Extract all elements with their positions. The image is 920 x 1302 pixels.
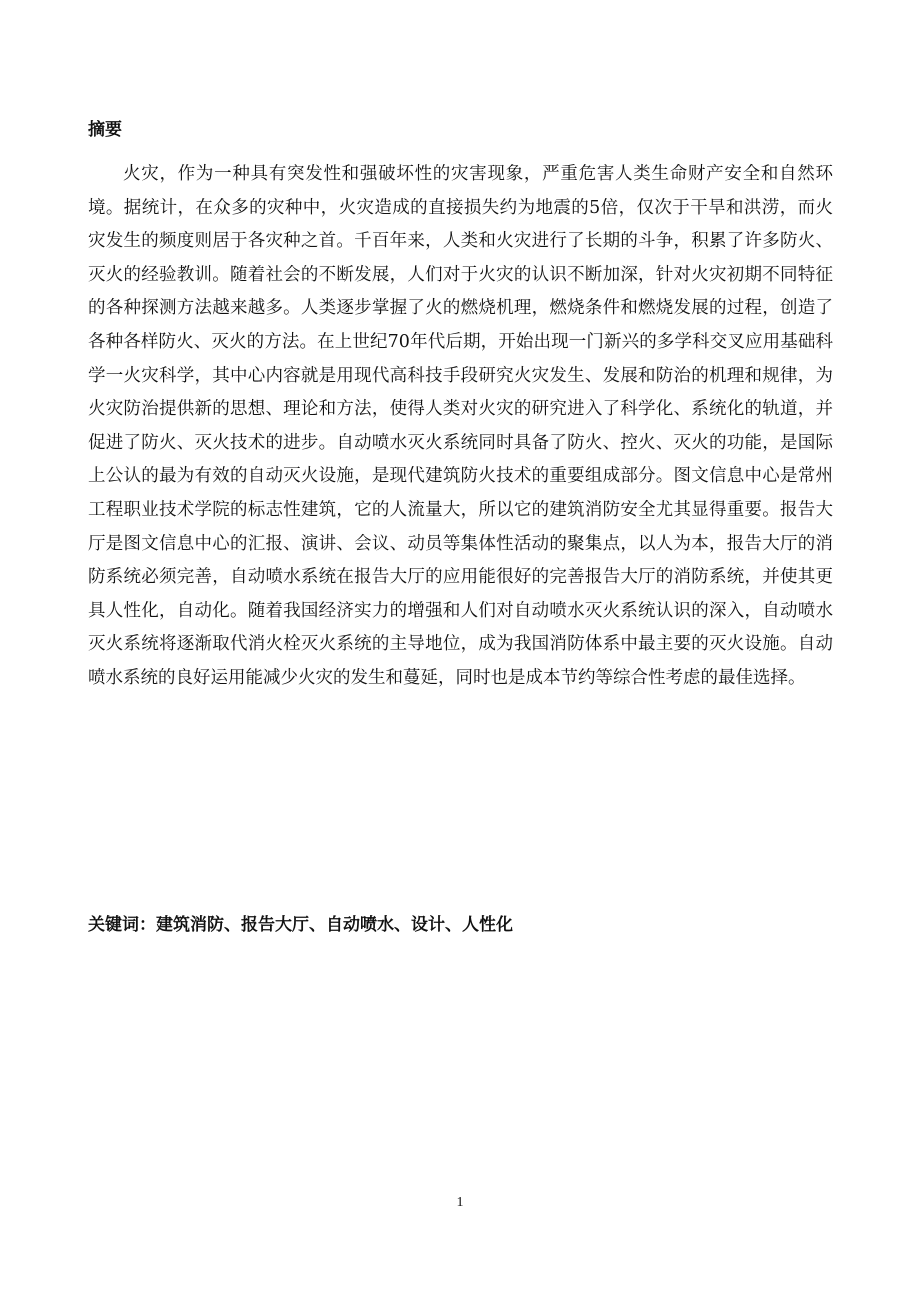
abstract-heading: 摘要: [88, 120, 122, 140]
keywords-line: 关键词：建筑消防、报告大厅、自动喷水、设计、人性化: [88, 915, 513, 935]
page-number: 1: [456, 1195, 464, 1210]
abstract-paragraph: 火灾，作为一种具有突发性和强破坏性的灾害现象，严重危害人类生命财产安全和自然环境。据统计，在众多的灾种中，火灾造成的直接损失约为地震的5倍，仅次于干旱和洪涝，而火灾发生的频度则居于各灾种之首。千百年来，人类和火灾进行了长期的斗争，积累了许多防火、灭火的经验教训。随着社会的不断发展，人们对于火灾的认识不断加深，针对火灾初期不同特征的各种探测方法越来越多。人类逐步掌握了火的燃烧机理，燃烧条件和燃烧发展的过程，创造了各种各样防火、灭火的方法。在上世纪70年代后期，开始出现一门新兴的多学科交叉应用基础科学一火灾科学，其中心内容就是用现代高科技手段研究火灾发生、发展和防治的机理和规律，为火灾防治提供新的思想、理论和方法，使得人类对火灾的研究进入了科学化、系统化的轨道，并促进了防火、灭火技术的进步。自动喷水灭火系统同时具备了防火、控火、灭火的功能，是国际上公认的最为有效的自动灭火设施，是现代建筑防火技术的重要组成部分。图文信息中心是常州工程职业技术学院的标志性建筑，它的人流量大，所以它的建筑消防安全尤其显得重要。报告大厅是图文信息中心的汇报、演讲、会议、动员等集体性活动的聚集点，以人为本，报告大厅的消防系统必须完善，自动喷水系统在报告大厅的应用能很好的完善报告大厅的消防系统，并使其更具人性化，自动化。随着我国经济实力的增强和人们对自动喷水灭火系统认识的深入，自动喷水灭火系统将逐渐取代消火栓灭火系统的主导地位，成为我国消防体系中最主要的灭火设施。自动喷水系统的良好运用能减少火灾的发生和蔓延，同时也是成本节约等综合性考虑的最佳选择。: [88, 164, 833, 688]
